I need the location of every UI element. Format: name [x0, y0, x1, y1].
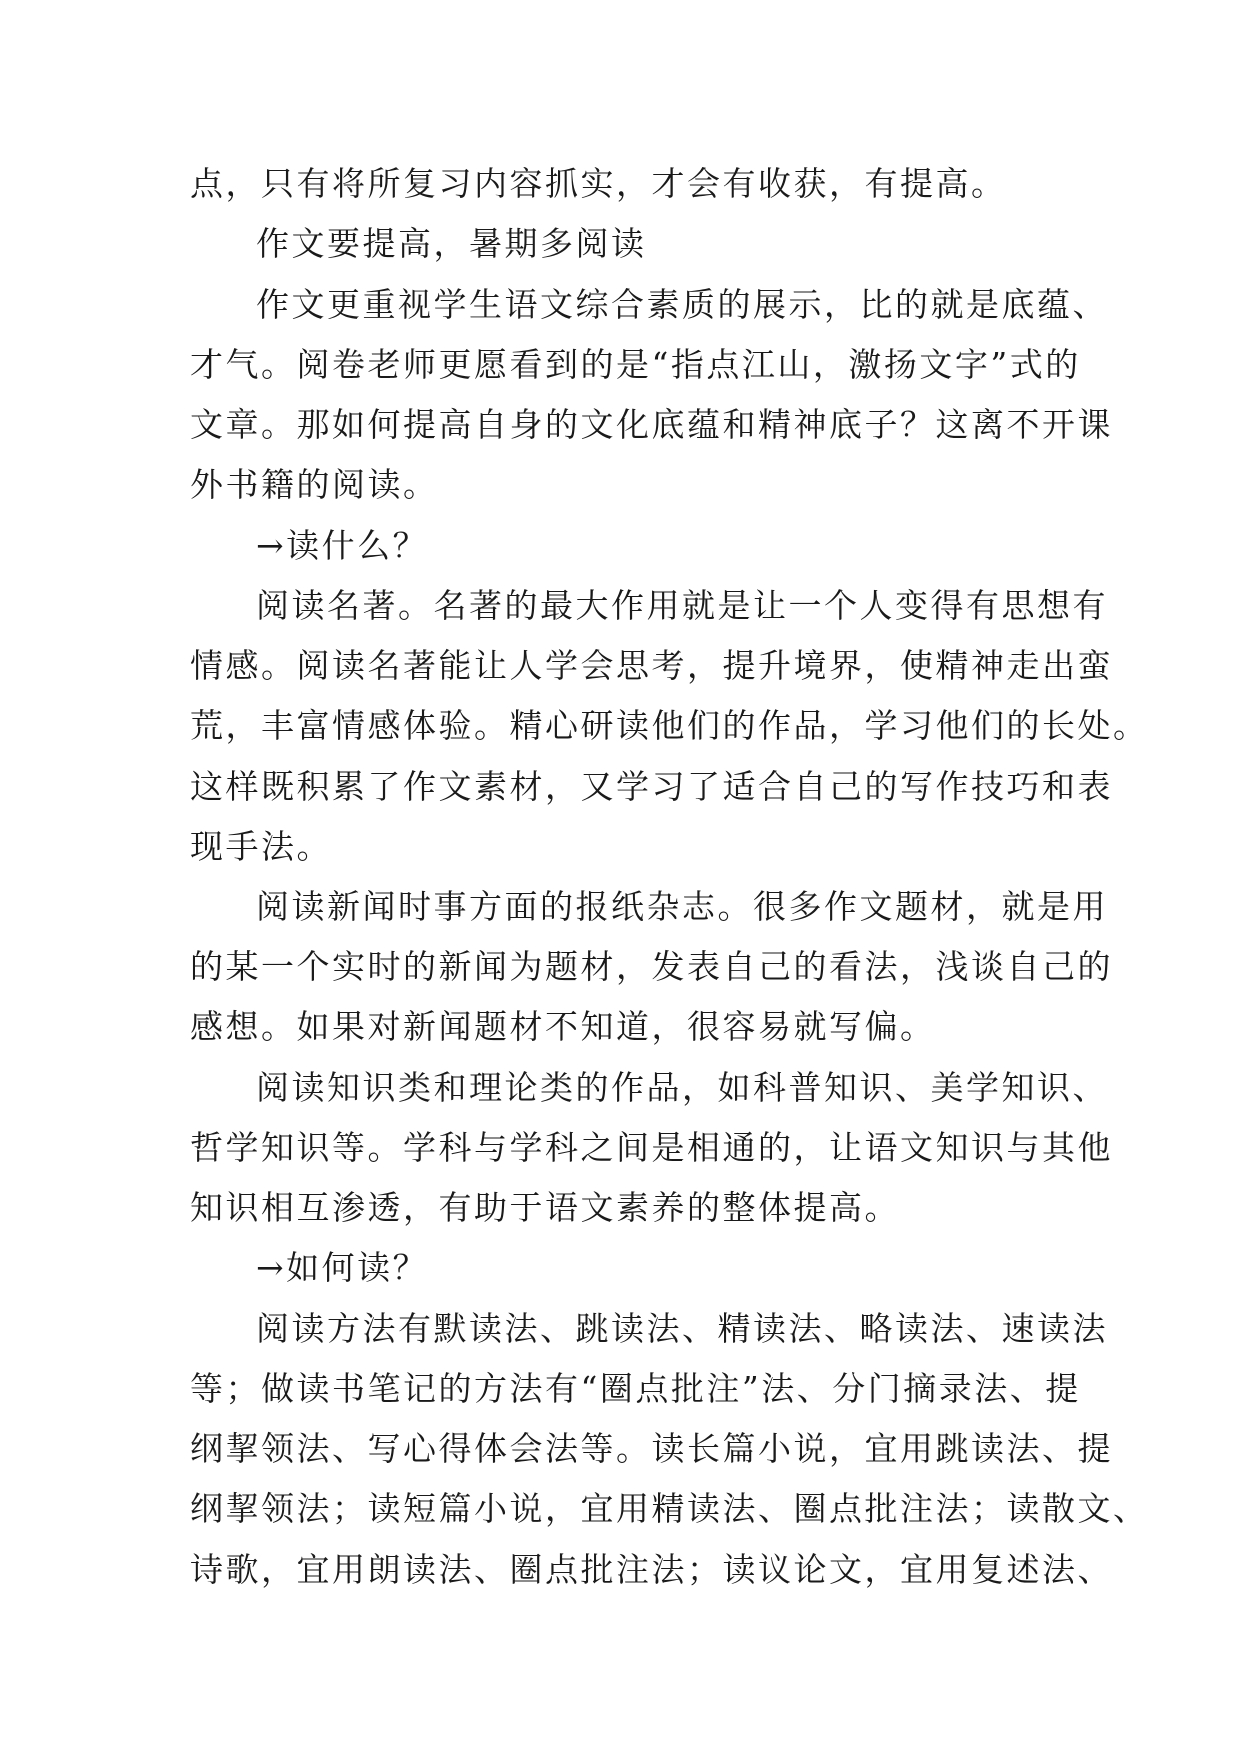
- subheading-how-to-read: →如何读？: [256, 1248, 429, 1287]
- paragraph-line: 情感。阅读名著能让人学会思考，提升境界，使精神走出蛮: [190, 646, 1113, 685]
- paragraph-line: 知识相互渗透，有助于语文素养的整体提高。: [190, 1188, 900, 1227]
- paragraph-line: 的某一个实时的新闻为题材，发表自己的看法，浅谈自己的: [190, 947, 1113, 986]
- paragraph-line: 诗歌，宜用朗读法、圈点批注法；读议论文，宜用复述法、: [190, 1550, 1113, 1589]
- paragraph-line: 纲挈领法、写心得体会法等。读长篇小说，宜用跳读法、提: [190, 1429, 1113, 1468]
- paragraph-line: 阅读名著。名著的最大作用就是让一个人变得有思想有: [256, 586, 1108, 625]
- paragraph-line: 哲学知识等。学科与学科之间是相通的，让语文知识与其他: [190, 1128, 1113, 1167]
- paragraph-line: 作文更重视学生语文综合素质的展示，比的就是底蕴、: [256, 285, 1108, 324]
- paragraph-line: 纲挈领法；读短篇小说，宜用精读法、圈点批注法；读散文、: [190, 1489, 1149, 1528]
- paragraph-line: 荒，丰富情感体验。精心研读他们的作品，学习他们的长处。: [190, 706, 1149, 745]
- paragraph-line: 阅读新闻时事方面的报纸杂志。很多作文题材，就是用: [256, 887, 1108, 926]
- paragraph-line: 文章。那如何提高自身的文化底蕴和精神底子？这离不开课: [190, 405, 1113, 444]
- paragraph-line: 阅读方法有默读法、跳读法、精读法、略读法、速读法: [256, 1309, 1108, 1348]
- paragraph-line: 才气。阅卷老师更愿看到的是“指点江山，激扬文字”式的: [190, 345, 1081, 384]
- paragraph-line: 现手法。: [190, 827, 332, 866]
- paragraph-line: 外书籍的阅读。: [190, 465, 439, 504]
- section-heading: 作文要提高，暑期多阅读: [256, 224, 647, 263]
- paragraph-line: 阅读知识类和理论类的作品，如科普知识、美学知识、: [256, 1068, 1108, 1107]
- paragraph-line: 点，只有将所复习内容抓实，才会有收获，有提高。: [190, 164, 1007, 203]
- paragraph-line: 等；做读书笔记的方法有“圈点批注”法、分门摘录法、提: [190, 1369, 1081, 1408]
- paragraph-line: 感想。如果对新闻题材不知道，很容易就写偏。: [190, 1007, 936, 1046]
- paragraph-line: 这样既积累了作文素材，又学习了适合自己的写作技巧和表: [190, 767, 1113, 806]
- subheading-what-to-read: →读什么？: [256, 526, 429, 565]
